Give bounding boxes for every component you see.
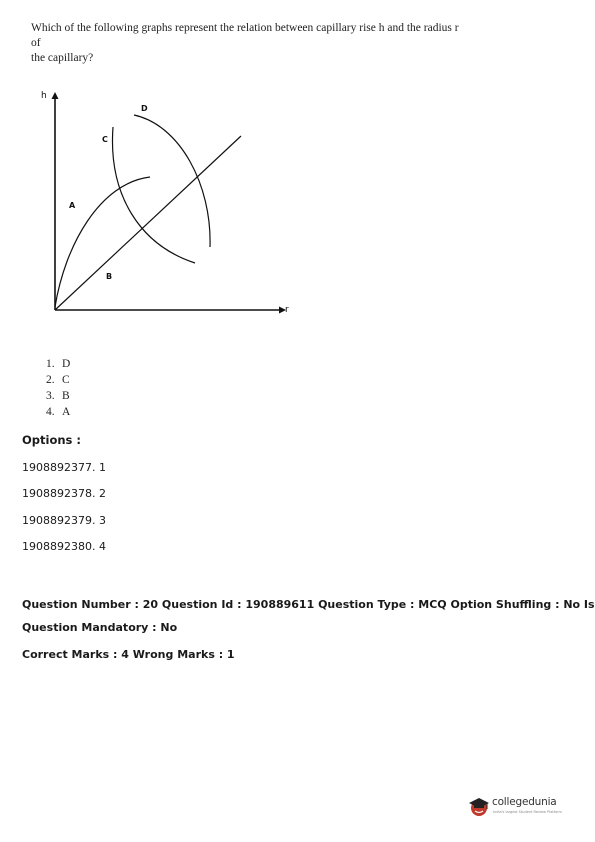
choice-number: 4. [46,406,55,418]
answer-choices [46,356,70,420]
curve-b-label: B [106,272,113,281]
question-meta-line-1: Question Number : 20 Question Id : 190889611 Question Type : MCQ Option Shuffling : No Is [22,598,595,611]
curve-c-label: C [102,135,108,144]
question-meta-line-3: Correct Marks : 4 Wrong Marks : 1 [22,648,235,661]
choice-label: B [62,390,70,402]
graph-svg [30,85,300,320]
choice-number: 3. [46,390,55,402]
curve-b [55,136,241,310]
option-2: 1908892378. 2 [22,487,106,500]
question-meta-line-2: Question Mandatory : No [22,621,178,634]
option-1: 1908892377. 1 [22,461,106,474]
logo-wordmark: collegedunia [492,796,557,808]
choice-2 [46,372,70,388]
choice-number: 1. [46,358,55,370]
option-3: 1908892379. 3 [22,514,106,527]
options-heading: Options : [22,433,81,447]
capillary-graph [30,85,300,320]
choice-number: 2. [46,374,55,386]
y-axis-arrow [52,92,59,99]
curve-d [134,115,210,247]
logo-tagline: India's largest Student Review Platform [493,810,562,814]
question-line-1: Which of the following graphs represent the relation between capillary rise h and the radius r of [31,22,459,49]
collegedunia-logo [468,793,568,823]
graduation-cap-icon [468,795,490,817]
choice-label: A [62,406,71,418]
choice-4 [46,404,70,420]
question-text [31,21,471,66]
curve-a [55,177,150,307]
curve-d-label: D [141,104,148,113]
curve-c [112,127,195,263]
choice-label: C [62,374,70,386]
option-4: 1908892380. 4 [22,540,106,553]
x-axis-label: r [285,305,289,315]
choice-label: D [62,358,71,370]
y-axis-label: h [41,91,47,101]
choice-1 [46,356,70,372]
question-line-2: the capillary? [31,52,94,64]
curve-a-label: A [69,201,76,210]
choice-3 [46,388,70,404]
